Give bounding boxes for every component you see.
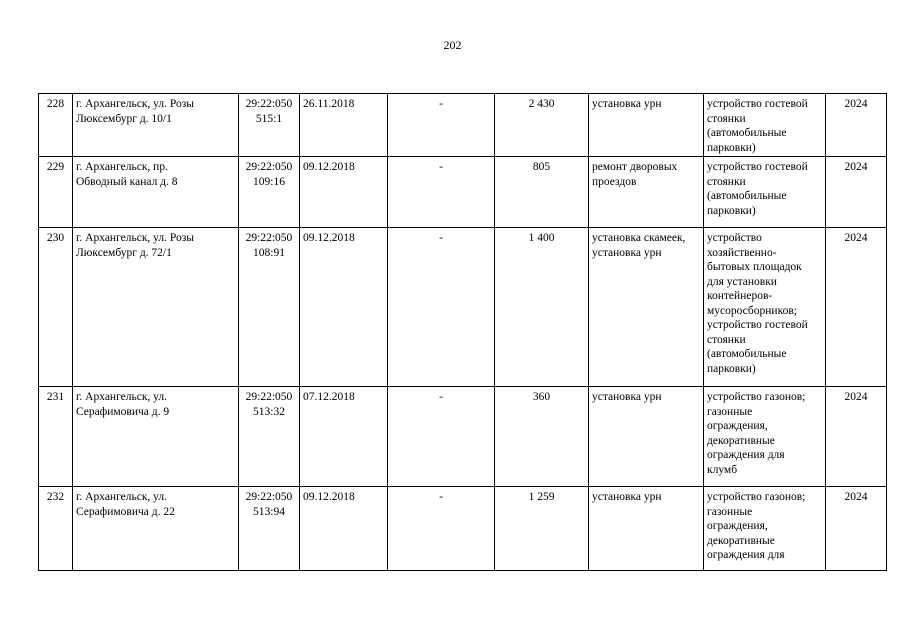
address-line: Серафимовича д. 9 xyxy=(76,405,170,418)
cadastral-cell xyxy=(239,157,300,228)
cadastral-line: 108:91 xyxy=(253,246,285,259)
work-line: установка урн xyxy=(592,246,662,259)
cadastral-line: 29:22:050 xyxy=(245,98,293,110)
area-cell: 1 259 xyxy=(495,487,589,571)
cadastral-line: 513:94 xyxy=(253,505,285,518)
extra-line: (автомобильные xyxy=(707,190,787,202)
extra-line: стоянки xyxy=(707,333,746,346)
row-number: 231 xyxy=(39,387,73,487)
register-table xyxy=(38,93,887,571)
table-row xyxy=(39,94,887,157)
extra-work-cell xyxy=(704,157,826,228)
area-cell: 1 400 xyxy=(495,228,589,387)
address-line: Люксембург д. 72/1 xyxy=(76,246,172,259)
table-row xyxy=(39,228,887,387)
address-line: г. Архангельск, ул. Розы xyxy=(76,98,195,110)
date-cell: 07.12.2018 xyxy=(300,387,388,487)
cadastral-cell xyxy=(239,228,300,387)
row-number: 229 xyxy=(39,157,73,228)
row-number: 230 xyxy=(39,228,73,387)
area-cell: 360 xyxy=(495,387,589,487)
extra-line: устройство гостевой xyxy=(707,319,808,331)
date-cell: 09.12.2018 xyxy=(300,228,388,387)
date-cell: 09.12.2018 xyxy=(300,487,388,571)
table-row xyxy=(39,387,887,487)
row-number: 232 xyxy=(39,487,73,571)
address-line: Серафимовича д. 22 xyxy=(76,505,175,518)
work-cell xyxy=(589,487,704,571)
address-cell xyxy=(73,228,239,387)
empty-value-cell: - xyxy=(388,387,495,487)
extra-line: устройство гостевой xyxy=(707,98,808,110)
extra-work-cell xyxy=(704,228,826,387)
work-cell xyxy=(589,94,704,157)
address-cell xyxy=(73,387,239,487)
empty-value-cell: - xyxy=(388,157,495,228)
year-cell: 2024 xyxy=(826,228,887,387)
page-number: 202 xyxy=(443,38,462,52)
address-line: Обводный канал д. 8 xyxy=(76,175,178,188)
extra-line: устройство гостевой xyxy=(707,161,808,173)
empty-value-cell: - xyxy=(388,487,495,571)
area-cell: 805 xyxy=(495,157,589,228)
extra-line: (автомобильные xyxy=(707,127,787,139)
address-line: г. Архангельск, ул. xyxy=(76,391,168,403)
cadastral-line: 29:22:050 xyxy=(245,491,293,503)
cadastral-line: 513:32 xyxy=(253,405,285,418)
address-cell xyxy=(73,487,239,571)
extra-line: устройство газонов; xyxy=(707,491,806,503)
extra-work-cell xyxy=(704,94,826,157)
work-line: проездов xyxy=(592,175,637,188)
extra-line: контейнеров- xyxy=(707,290,773,302)
extra-line: ограждения, xyxy=(707,520,768,532)
extra-work-cell xyxy=(704,487,826,571)
work-line: установка урн xyxy=(592,98,662,110)
extra-line: парковки) xyxy=(707,141,756,154)
extra-line: ограждения для xyxy=(707,449,785,461)
date-cell: 09.12.2018 xyxy=(300,157,388,228)
cadastral-cell xyxy=(239,487,300,571)
cadastral-line: 109:16 xyxy=(253,175,285,188)
work-line: установка урн xyxy=(592,491,662,503)
work-line: установка урн xyxy=(592,391,662,403)
extra-line: газонные xyxy=(707,505,753,518)
register-body xyxy=(39,94,887,571)
row-number: 228 xyxy=(39,94,73,157)
cadastral-cell xyxy=(239,94,300,157)
address-cell xyxy=(73,157,239,228)
table-row xyxy=(39,487,887,571)
extra-line: для установки xyxy=(707,275,777,288)
address-cell xyxy=(73,94,239,157)
address-line: Люксембург д. 10/1 xyxy=(76,112,172,125)
extra-line: стоянки xyxy=(707,175,746,188)
address-line: г. Архангельск, пр. xyxy=(76,161,168,173)
cadastral-line: 29:22:050 xyxy=(245,391,293,403)
year-cell: 2024 xyxy=(826,157,887,228)
year-cell: 2024 xyxy=(826,387,887,487)
year-cell: 2024 xyxy=(826,94,887,157)
extra-line: хозяйственно- xyxy=(707,246,777,259)
work-cell xyxy=(589,387,704,487)
extra-line: клумб xyxy=(707,463,738,476)
cadastral-line: 29:22:050 xyxy=(245,161,293,173)
table-row xyxy=(39,157,887,228)
extra-line: ограждения, xyxy=(707,420,768,432)
extra-line: устройство газонов; xyxy=(707,391,806,403)
extra-line: декоративные xyxy=(707,434,775,447)
year-cell: 2024 xyxy=(826,487,887,571)
work-line: установка скамеек, xyxy=(592,232,686,244)
empty-value-cell: - xyxy=(388,94,495,157)
empty-value-cell: - xyxy=(388,228,495,387)
work-cell xyxy=(589,228,704,387)
extra-line: бытовых площадок xyxy=(707,261,802,273)
extra-line: ограждения для xyxy=(707,549,785,561)
address-line: г. Архангельск, ул. Розы xyxy=(76,232,195,244)
extra-line: (автомобильные xyxy=(707,348,787,360)
area-cell: 2 430 xyxy=(495,94,589,157)
cadastral-line: 515:1 xyxy=(255,112,283,125)
extra-line: декоративные xyxy=(707,534,775,547)
extra-line: парковки) xyxy=(707,204,756,217)
extra-line: газонные xyxy=(707,405,753,418)
extra-work-cell xyxy=(704,387,826,487)
cadastral-line: 29:22:050 xyxy=(245,232,293,244)
extra-line: парковки) xyxy=(707,362,756,375)
work-line: ремонт дворовых xyxy=(592,161,678,173)
extra-line: стоянки xyxy=(707,112,746,125)
date-cell: 26.11.2018 xyxy=(300,94,388,157)
cadastral-cell xyxy=(239,387,300,487)
work-cell xyxy=(589,157,704,228)
extra-line: устройство xyxy=(707,232,762,244)
extra-line: мусоросборников; xyxy=(707,304,797,317)
address-line: г. Архангельск, ул. xyxy=(76,491,168,503)
